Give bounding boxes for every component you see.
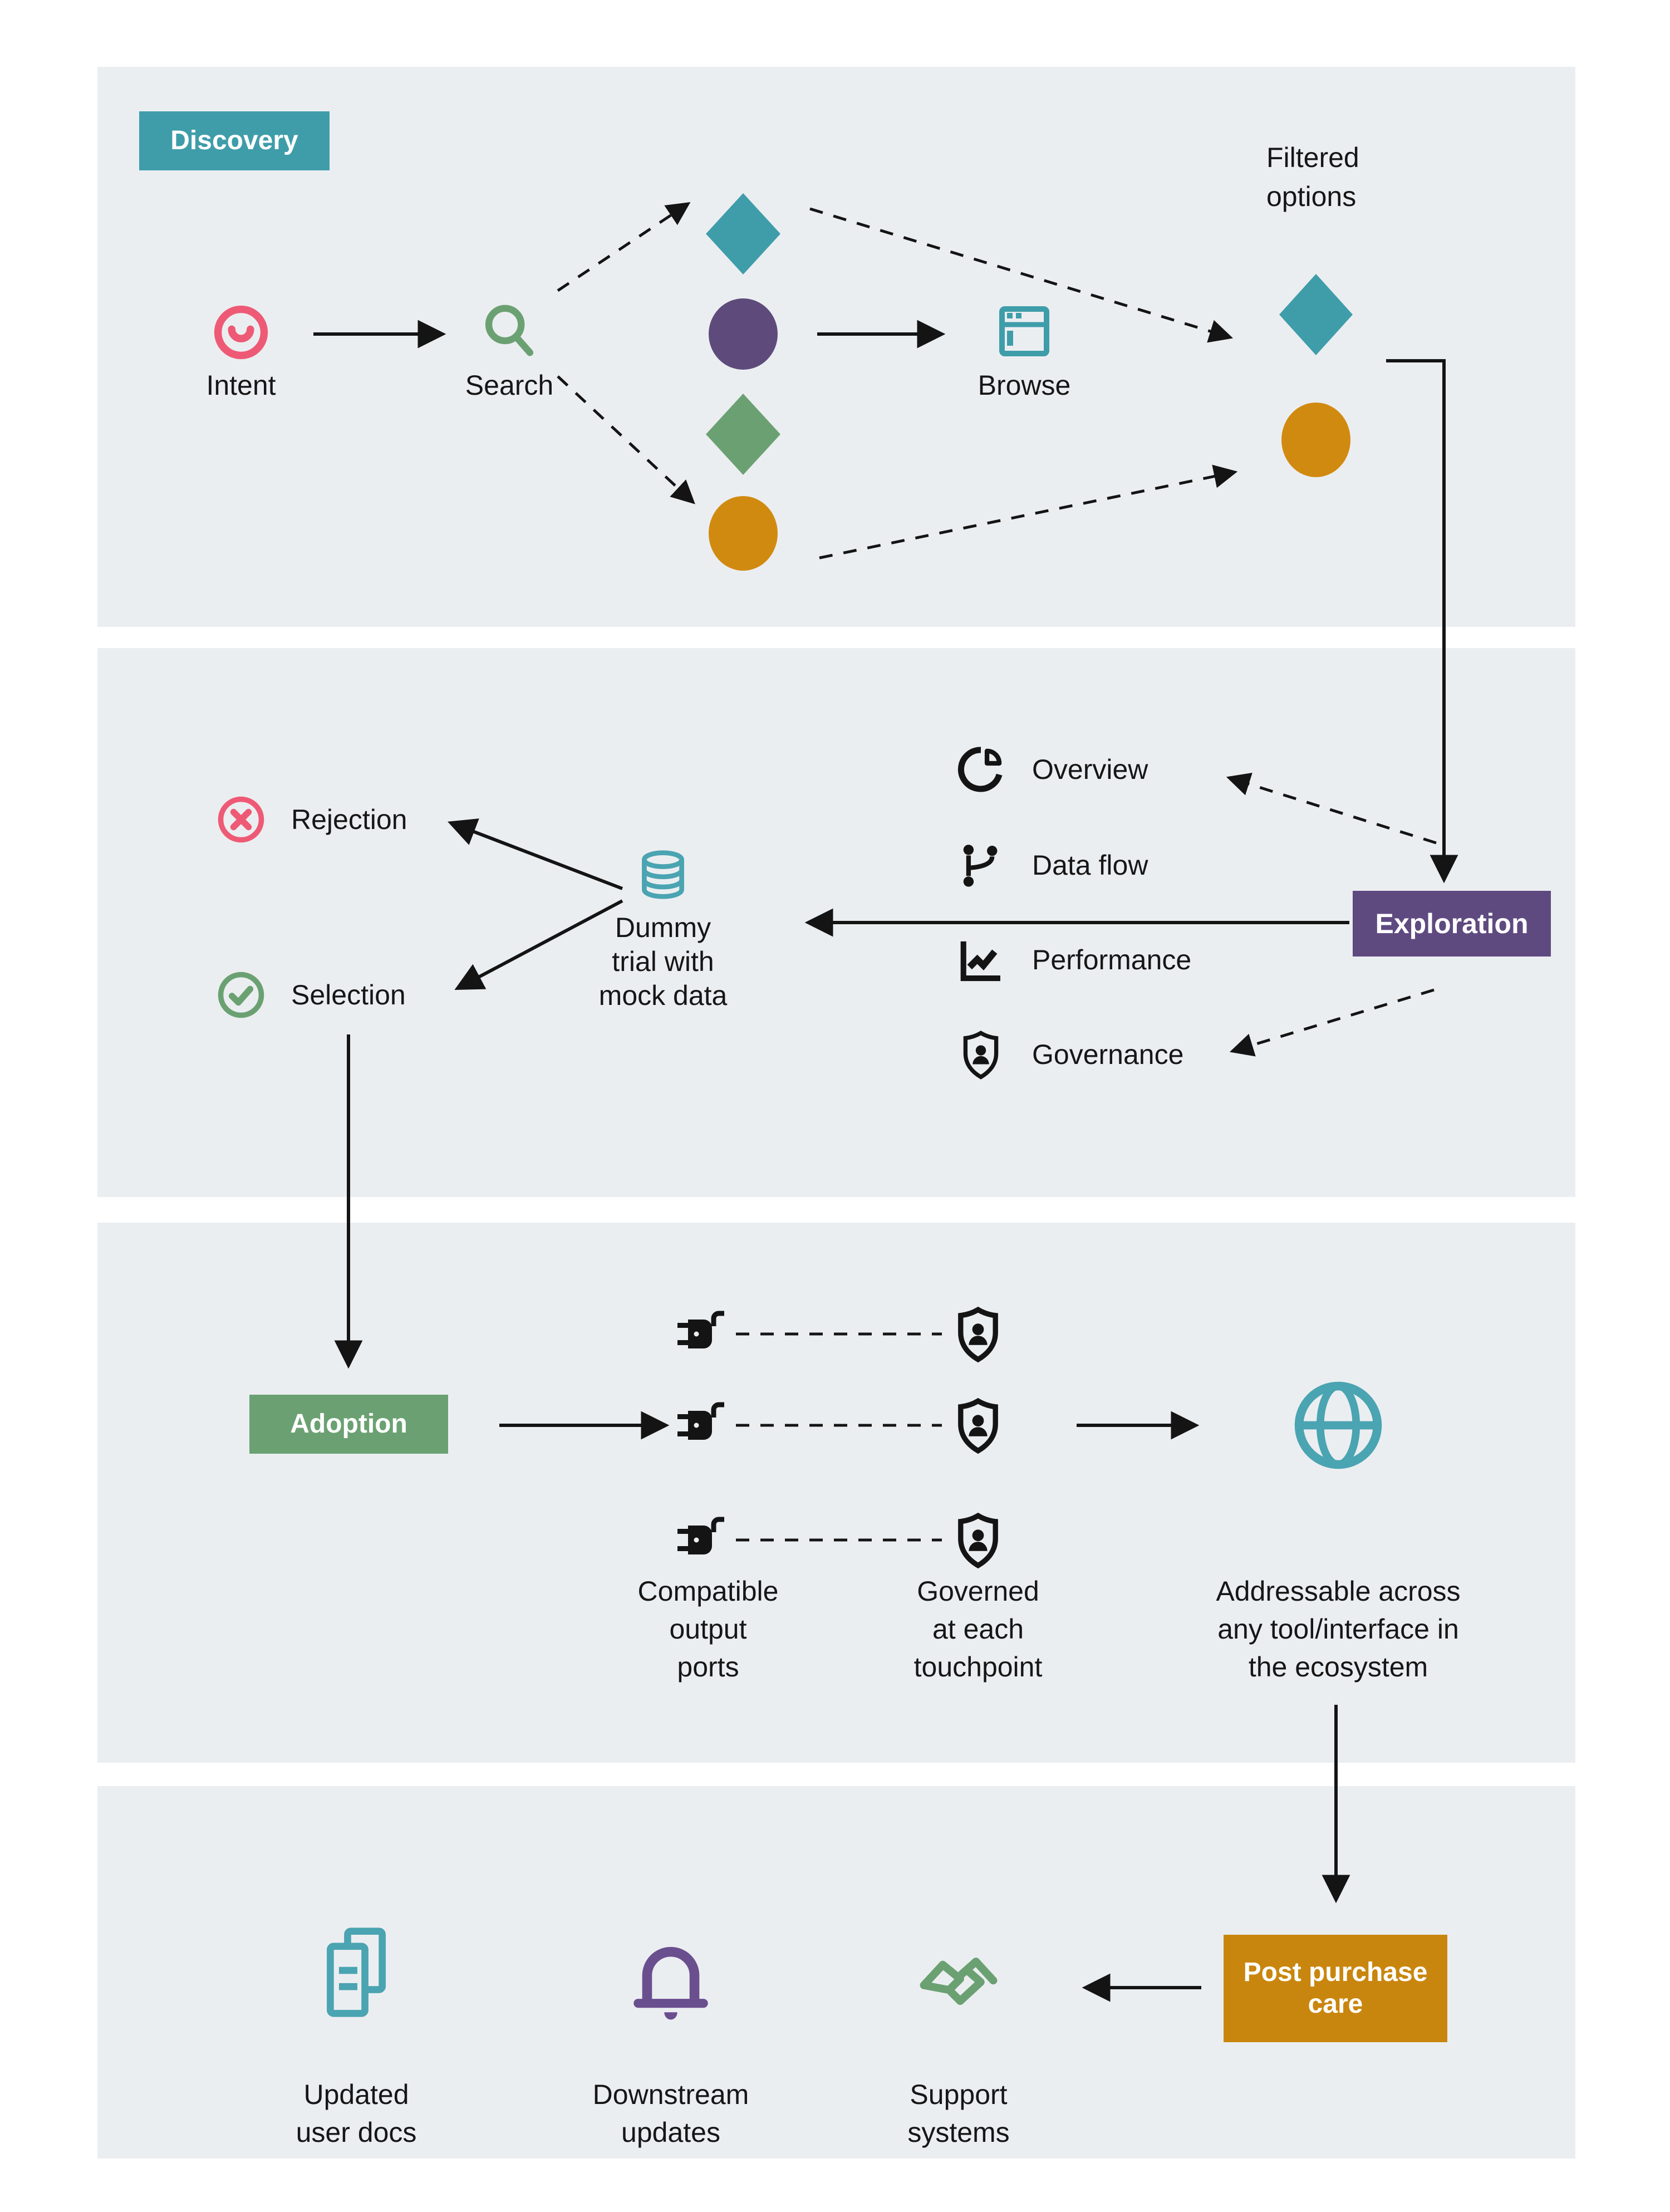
discovery-badge-label: Discovery [170, 125, 298, 155]
rejection-label: Rejection [291, 804, 407, 835]
port-1 [676, 1306, 731, 1362]
ecosystem-node [1289, 1376, 1387, 1474]
downstream-updates-caption: Downstream updates [592, 2079, 749, 2148]
plug-icon [676, 1397, 731, 1453]
documents-icon [318, 1924, 394, 2038]
exploration-stage-badge [1353, 891, 1551, 957]
plug-icon [676, 1512, 731, 1568]
tab-overview-label: Overview [1032, 754, 1148, 785]
touchpoint-shield-1 [949, 1305, 1007, 1363]
governed-caption: Governed at each touchpoint [913, 1576, 1043, 1683]
selection-label: Selection [291, 979, 406, 1011]
touchpoint-shield-2 [949, 1396, 1007, 1454]
filtered-circle-orange [1281, 403, 1350, 477]
user-docs-caption: Updated user docs [296, 2079, 417, 2148]
touchpoint-shield-3 [949, 1511, 1007, 1569]
tab-data-flow [955, 840, 1148, 891]
plug-icon [676, 1306, 731, 1362]
exploration-badge-label: Exploration [1375, 908, 1529, 939]
pie-chart-icon [955, 744, 1006, 795]
shield-user-icon [949, 1511, 1007, 1569]
port-3 [676, 1512, 731, 1568]
git-branch-icon [955, 840, 1006, 891]
post-purchase-badge-line1: Post purchase [1243, 1957, 1428, 1987]
browser-window-icon [996, 303, 1052, 359]
search-node [478, 299, 541, 361]
search-icon [478, 299, 541, 361]
tab-performance-label: Performance [1032, 944, 1192, 975]
intent-label: Intent [206, 370, 276, 401]
tab-overview [955, 744, 1148, 795]
database-icon [636, 848, 690, 901]
handshake-icon [911, 1935, 1006, 2029]
option-circle-purple [709, 298, 778, 370]
shield-user-icon [949, 1396, 1007, 1454]
globe-icon [1289, 1376, 1387, 1474]
post-purchase-stage-badge [1224, 1935, 1447, 2042]
support-systems-node [911, 1935, 1006, 2029]
ports-caption: Compatible output ports [637, 1576, 779, 1683]
post-purchase-badge-line2: care [1308, 1989, 1363, 2019]
line-chart-icon [955, 934, 1006, 985]
discovery-stage-badge [139, 111, 330, 170]
smiley-face-icon [210, 301, 272, 364]
search-label: Search [465, 370, 554, 401]
shield-user-icon [955, 1029, 1006, 1080]
rejection-item [214, 793, 407, 846]
support-systems-caption: Support systems [907, 2079, 1010, 2148]
browse-label: Browse [978, 370, 1071, 401]
tab-governance-label: Governance [1032, 1039, 1184, 1070]
port-2 [676, 1397, 731, 1453]
filtered-options-label: Filtered options [1266, 142, 1359, 212]
selection-item [214, 968, 406, 1022]
adoption-badge-label: Adoption [290, 1409, 407, 1439]
intent-node [210, 301, 272, 364]
browse-node [996, 303, 1052, 359]
tab-data-flow-label: Data flow [1032, 850, 1148, 881]
bell-icon [622, 1933, 720, 2031]
circle-x-icon [214, 793, 268, 846]
adoption-stage-badge [249, 1395, 448, 1454]
shield-user-icon [949, 1305, 1007, 1363]
addressable-caption: Addressable across any tool/interface in the ecosystem [1216, 1576, 1461, 1683]
trial-label: Dummy trial with mock data [598, 912, 728, 1011]
tab-performance [955, 934, 1191, 985]
downstream-updates-node [622, 1933, 720, 2031]
trial-node [636, 848, 690, 901]
circle-check-icon [214, 968, 268, 1022]
tab-governance [955, 1029, 1183, 1080]
user-docs-node [318, 1924, 394, 2038]
option-circle-orange [709, 496, 778, 571]
